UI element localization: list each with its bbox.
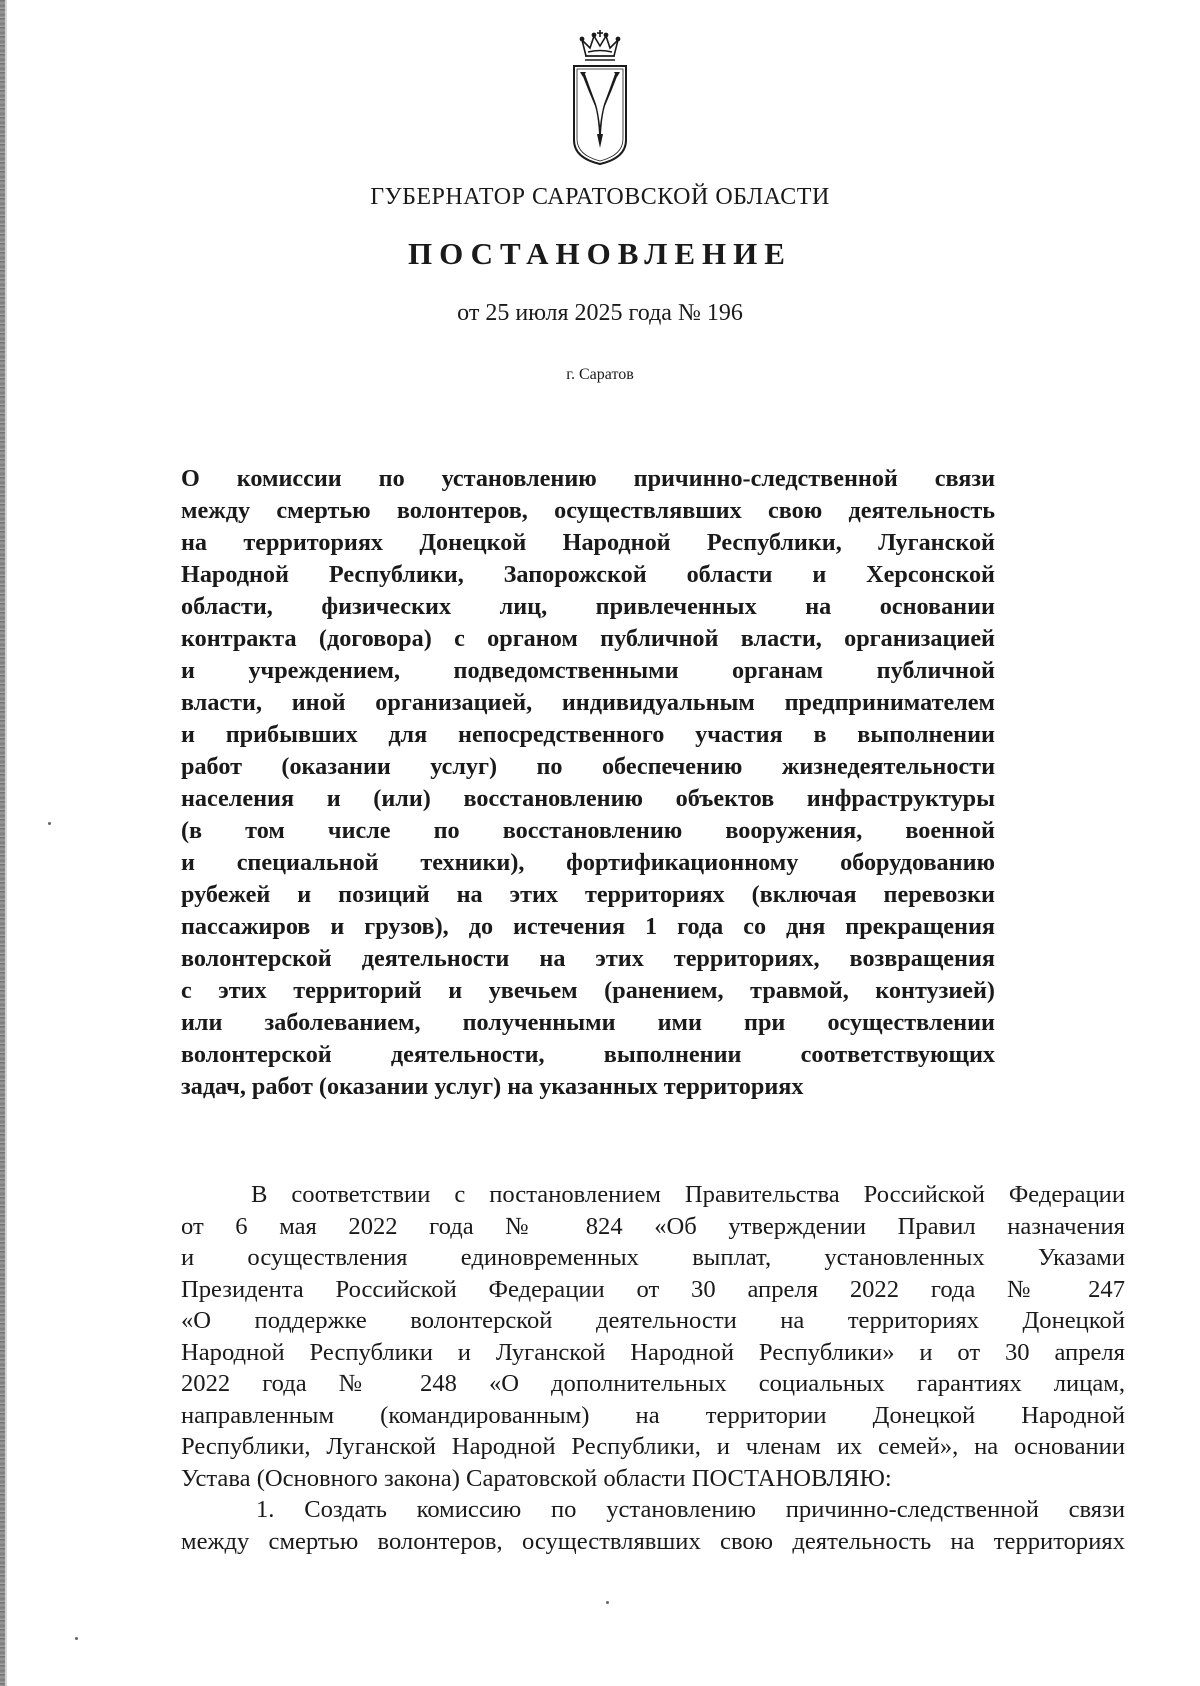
body-line: между смертью волонтеров, осуществлявших свою деятельность на территориях	[181, 1527, 1125, 1555]
scan-speck	[48, 822, 51, 825]
body-line: Президента Российской Федерации от 30 апреля 2022 года № 247	[181, 1275, 1125, 1303]
title-line: и прибывших для непосредственного участия в выполнении	[181, 721, 995, 748]
title-line: населения и (или) восстановлению объектов инфраструктуры	[181, 785, 995, 812]
title-line: работ (оказании услуг) по обеспечению жизнедеятельности	[181, 753, 995, 780]
title-line: власти, иной организацией, индивидуальным предпринимателем	[181, 689, 995, 716]
title-line: задач, работ (оказании услуг) на указанных территориях	[181, 1073, 804, 1100]
body-line: Устава (Основного закона) Саратовской области ПОСТАНОВЛЯЮ:	[181, 1464, 892, 1492]
title-line: контракта (договора) с органом публичной власти, организацией	[181, 625, 995, 652]
body-line: от 6 мая 2022 года № 824 «Об утверждении Правил назначения	[181, 1212, 1125, 1240]
body-line: Народной Республики и Луганской Народной Республики» и от 30 апреля	[181, 1338, 1125, 1366]
scan-speck	[606, 1601, 609, 1604]
body-line: Республики, Луганской Народной Республики, и членам их семей», на основании	[181, 1433, 1125, 1460]
title-line: и учреждением, подведомственными органам публичной	[181, 657, 995, 684]
title-line: рубежей и позиций на этих территориях (включая перевозки	[181, 881, 995, 908]
body-line: 2022 года № 248 «О дополнительных социальных гарантиях лицам,	[181, 1370, 1125, 1397]
document-body	[181, 1179, 1125, 1557]
scan-speck	[75, 1637, 78, 1640]
document-title	[181, 463, 995, 1103]
document-type: ПОСТАНОВЛЕНИЕ	[408, 236, 792, 271]
title-line: на территориях Донецкой Народной Республики, Луганской	[181, 529, 995, 556]
title-line: О комиссии по установлению причинно-следственной связи	[181, 465, 995, 492]
title-line: между смертью волонтеров, осуществлявших свою деятельность	[181, 497, 995, 524]
body-line: 1. Создать комиссию по установлению причинно-следственной связи	[256, 1496, 1125, 1523]
title-line: с этих территорий и увечьем (ранением, травмой, контузией)	[181, 977, 995, 1004]
title-line: или заболеванием, полученными ими при осуществлении	[181, 1009, 995, 1036]
title-line: волонтерской деятельности, выполнении соответствующих	[181, 1041, 995, 1068]
coat-of-arms-icon	[568, 30, 632, 166]
title-line: Народной Республики, Запорожской области и Херсонской	[181, 561, 995, 588]
title-line: волонтерской деятельности на этих территориях, возвращения	[181, 945, 995, 972]
document-date-number: от 25 июля 2025 года № 196	[457, 300, 743, 326]
body-line: и осуществления единовременных выплат, установленных Указами	[181, 1244, 1125, 1271]
issuing-authority: ГУБЕРНАТОР САРАТОВСКОЙ ОБЛАСТИ	[370, 184, 830, 210]
title-line: области, физических лиц, привлеченных на основании	[181, 593, 995, 620]
title-line: пассажиров и грузов), до истечения 1 года со дня прекращения	[181, 913, 995, 940]
body-line: «О поддержке волонтерской деятельности на территориях Донецкой	[181, 1307, 1125, 1334]
title-line: (в том числе по восстановлению вооружения, военной	[181, 817, 995, 844]
body-line: направленным (командированным) на территории Донецкой Народной	[181, 1401, 1125, 1429]
document-place: г. Саратов	[566, 366, 634, 383]
body-line: В соответствии с постановлением Правительства Российской Федерации	[251, 1181, 1125, 1208]
title-line: и специальной техники), фортификационному оборудованию	[181, 849, 995, 876]
